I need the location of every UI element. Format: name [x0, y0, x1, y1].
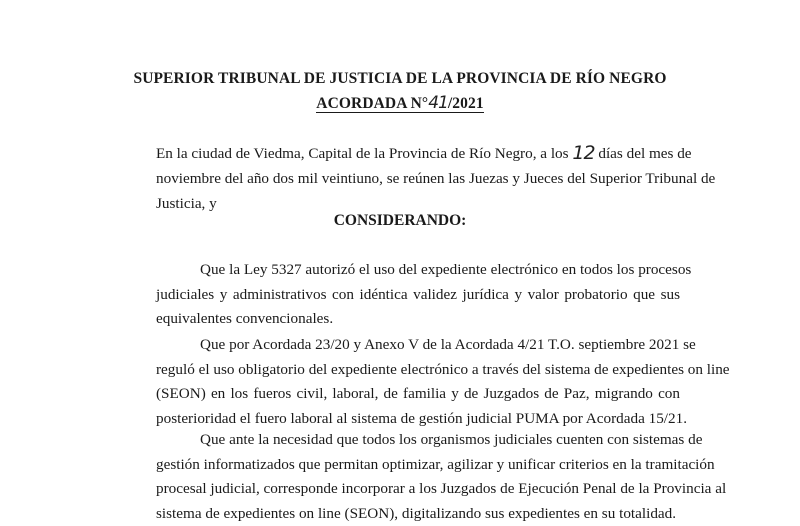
intro-text-a: En la ciudad de Viedma, Capital de la Provincia de Río Negro, a los	[156, 145, 569, 162]
intro-line	[156, 141, 680, 166]
intro-text-b: días del mes de	[598, 145, 691, 162]
acordada-prefix: ACORDADA N°	[316, 95, 428, 112]
paragraph-line: posterioridad el fuero laboral al sistema de gestión judicial PUMA por Acordada 15/21.	[156, 407, 680, 432]
acordada-handwritten-number: 41	[428, 93, 448, 113]
intro-paragraph	[156, 141, 680, 216]
intro-line: noviembre del año dos mil veintiuno, se reúnen las Juezas y Jueces del Superior Tribunal de	[156, 166, 680, 191]
paragraph-line: judiciales y administrativos con idéntica validez jurídica y valor probatorio que sus	[156, 283, 680, 308]
considerando-heading: CONSIDERANDO:	[0, 212, 800, 230]
court-title: SUPERIOR TRIBUNAL DE JUSTICIA DE LA PROVINCIA DE RÍO NEGRO	[0, 70, 800, 88]
acordada-heading	[0, 95, 800, 113]
paragraph-line: procesal judicial, corresponde incorporar a los Juzgados de Ejecución Penal de la Provincia al	[156, 477, 680, 502]
paragraph-line: Que ante la necesidad que todos los organismos judiciales cuenten con sistemas de	[156, 428, 680, 453]
paragraph-line: Que la Ley 5327 autorizó el uso del expediente electrónico en todos los procesos	[156, 258, 680, 283]
paragraph-line: (SEON) en los fueros civil, laboral, de familia y de Juzgados de Paz, migrando con	[156, 382, 680, 407]
intro-line: Justicia, y	[156, 191, 680, 216]
paragraph-line: equivalentes convencionales.	[156, 307, 680, 332]
paragraph-necesidad	[156, 428, 680, 526]
paragraph-ley-5327	[156, 258, 680, 332]
paragraph-line: sistema de expedientes on line (SEON), digitalizando sus expedientes en su totalidad.	[156, 502, 680, 526]
acordada-number-line	[316, 95, 483, 113]
paragraph-line: reguló el uso obligatorio del expediente electrónico a través del sistema de expedientes on line	[156, 358, 680, 383]
paragraph-line: gestión informatizados que permitan optimizar, agilizar y unificar criterios en la tramitación	[156, 453, 680, 478]
paragraph-acordada-23-20	[156, 333, 680, 431]
handwritten-day: 12	[572, 142, 594, 164]
acordada-year: /2021	[448, 95, 484, 112]
paragraph-line: Que por Acordada 23/20 y Anexo V de la Acordada 4/21 T.O. septiembre 2021 se	[156, 333, 680, 358]
